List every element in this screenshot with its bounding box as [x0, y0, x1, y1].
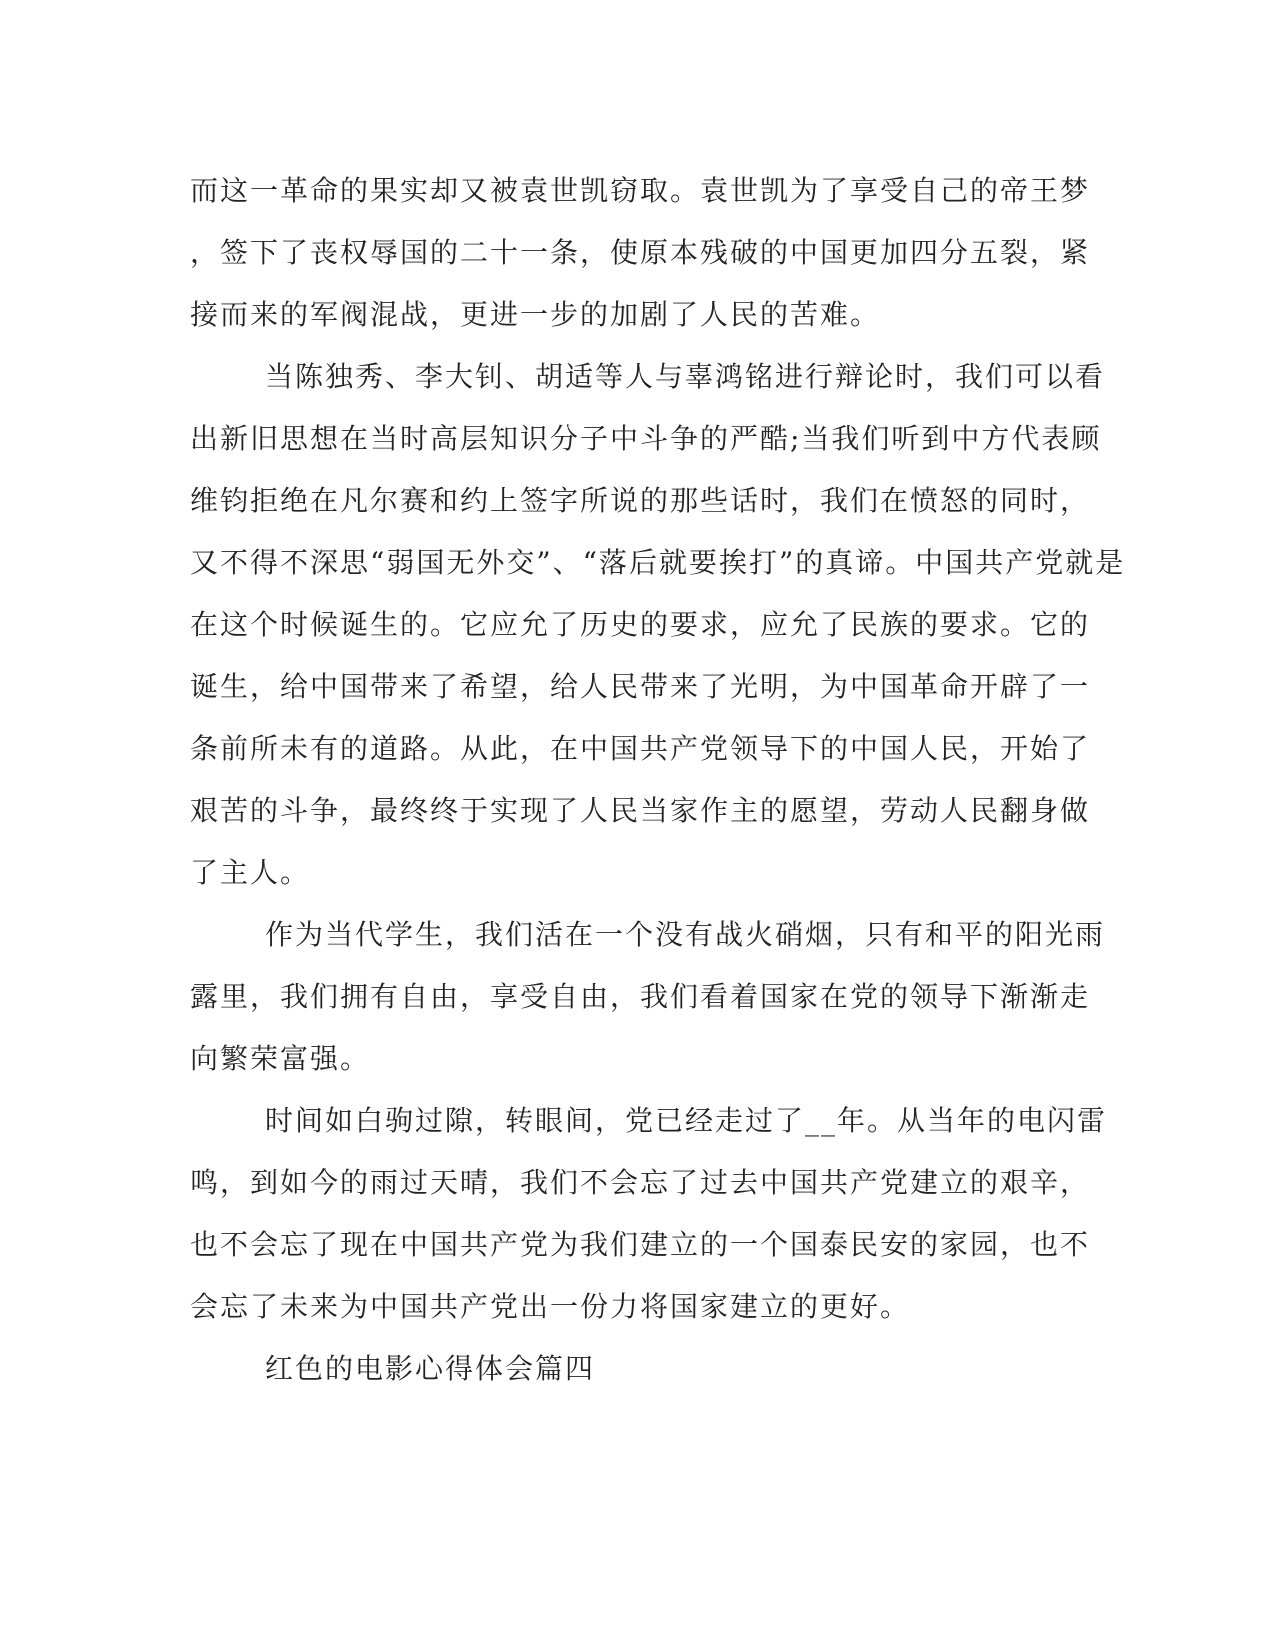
- text-line: 露里，我们拥有自由，享受自由，我们看着国家在党的领导下渐渐走: [190, 980, 1091, 1013]
- text-line: 艰苦的斗争，最终终于实现了人民当家作主的愿望，劳动人民翻身做: [190, 794, 1091, 827]
- text-line: 条前所未有的道路。从此，在中国共产党领导下的中国人民，开始了: [190, 732, 1091, 765]
- text-line: 而这一革命的果实却又被袁世凯窃取。袁世凯为了享受自己的帝王梦: [190, 174, 1091, 207]
- text-line: 时间如白驹过隙，转眼间，党已经走过了__年。从当年的电闪雷: [265, 1104, 1108, 1137]
- text-line: 向繁荣富强。: [190, 1042, 371, 1075]
- text-line: 也不会忘了现在中国共产党为我们建立的一个国泰民安的家园，也不: [190, 1228, 1091, 1261]
- text-line: 当陈独秀、李大钊、胡适等人与辜鸿铭进行辩论时，我们可以看: [265, 360, 1106, 393]
- text-line: 鸣，到如今的雨过天晴，我们不会忘了过去中国共产党建立的艰辛，: [190, 1166, 1091, 1199]
- text-line: ，签下了丧权辱国的二十一条，使原本残破的中国更加四分五裂，紧: [190, 236, 1091, 269]
- text-line: 会忘了未来为中国共产党出一份力将国家建立的更好。: [190, 1290, 911, 1323]
- text-line: 维钧拒绝在凡尔赛和约上签字所说的那些话时，我们在愤怒的同时，: [190, 484, 1091, 517]
- text-line: 诞生，给中国带来了希望，给人民带来了光明，为中国革命开辟了一: [190, 670, 1091, 703]
- text-line: 作为当代学生，我们活在一个没有战火硝烟，只有和平的阳光雨: [265, 918, 1106, 951]
- text-line: 了主人。: [190, 856, 311, 889]
- text-line: 出新旧思想在当时高层知识分子中斗争的严酷;当我们听到中方代表顾: [190, 422, 1102, 455]
- body-text: [190, 160, 1126, 1400]
- text-line: 又不得不深思“弱国无外交”、“落后就要挨打”的真谛。中国共产党就是: [190, 546, 1126, 579]
- text-line: 在这个时候诞生的。它应允了历史的要求，应允了民族的要求。它的: [190, 608, 1091, 641]
- section-heading: 红色的电影心得体会篇四: [265, 1352, 596, 1385]
- text-line: 接而来的军阀混战，更进一步的加剧了人民的苦难。: [190, 298, 881, 331]
